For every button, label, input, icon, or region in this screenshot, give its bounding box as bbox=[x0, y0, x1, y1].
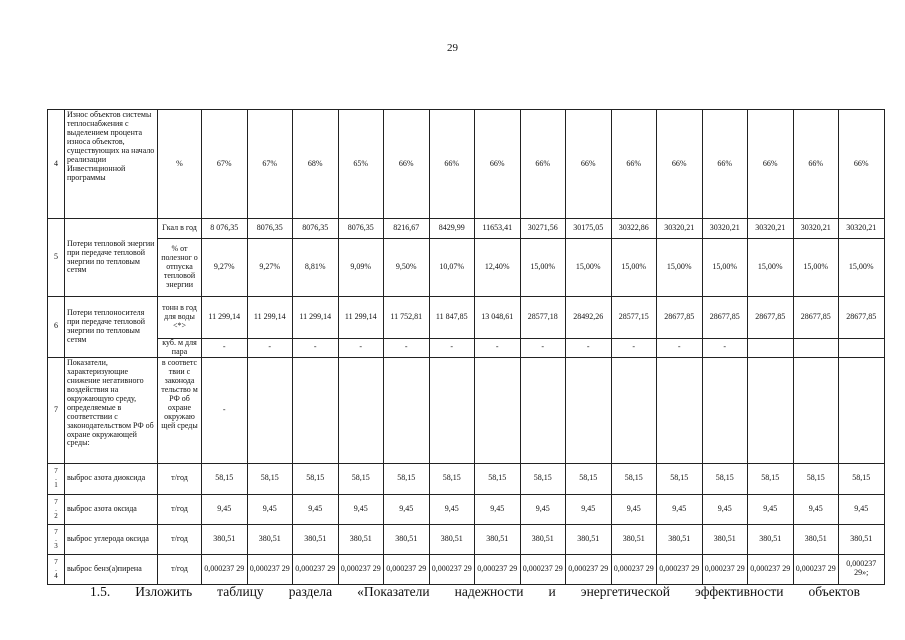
value-cell: 380,51 bbox=[384, 524, 430, 554]
indicators-table bbox=[47, 109, 885, 585]
value-cell: 9,27% bbox=[247, 239, 293, 297]
value-cell: - bbox=[611, 339, 657, 358]
value-cell: 0,000237 29 bbox=[202, 554, 248, 584]
value-cell: 8429,99 bbox=[429, 219, 475, 239]
value-cell bbox=[657, 357, 703, 463]
paragraph-word: энергетической bbox=[580, 584, 670, 599]
row-indicator-name: выброс углерода оксида bbox=[65, 524, 158, 554]
table-row bbox=[48, 219, 885, 239]
value-cell: 65% bbox=[338, 110, 384, 219]
paragraph-word: 1.5. bbox=[90, 584, 111, 599]
value-cell bbox=[839, 357, 885, 463]
value-cell: 66% bbox=[429, 110, 475, 219]
paragraph-word: объектов bbox=[808, 584, 860, 599]
row-number-part: 4 bbox=[54, 571, 58, 580]
value-cell: 8076,35 bbox=[293, 219, 339, 239]
value-cell: 9,45 bbox=[657, 494, 703, 524]
value-cell: 11 847,85 bbox=[429, 297, 475, 339]
value-cell: 9,45 bbox=[748, 494, 794, 524]
value-cell: 67% bbox=[247, 110, 293, 219]
value-cell: 0,000237 29 bbox=[657, 554, 703, 584]
value-cell: 12,40% bbox=[475, 239, 521, 297]
row-number-part: . bbox=[55, 474, 57, 483]
value-cell: 9,45 bbox=[384, 494, 430, 524]
value-cell bbox=[520, 357, 566, 463]
value-cell: 28677,85 bbox=[793, 297, 839, 339]
value-cell: 8076,35 bbox=[338, 219, 384, 239]
value-cell: 8076,35 bbox=[247, 219, 293, 239]
value-cell: 0,000237 29 bbox=[429, 554, 475, 584]
row-indicator-name: Износ объектов системы теплоснабжения с выделением процента износа объектов, существующих на начало реализации Инвестиционной программы bbox=[65, 110, 158, 219]
value-cell: 9,45 bbox=[702, 494, 748, 524]
value-cell bbox=[475, 357, 521, 463]
value-cell: 380,51 bbox=[793, 524, 839, 554]
value-cell: 67% bbox=[202, 110, 248, 219]
value-cell: - bbox=[657, 339, 703, 358]
value-cell bbox=[338, 357, 384, 463]
value-cell: 15,00% bbox=[702, 239, 748, 297]
row-indicator-name: Потери тепловой энергии при передаче тепловой энергии по тепловым сетям bbox=[65, 219, 158, 297]
value-cell: 15,00% bbox=[839, 239, 885, 297]
value-cell: 28577,15 bbox=[611, 297, 657, 339]
value-cell: 9,45 bbox=[293, 494, 339, 524]
value-cell: 30320,21 bbox=[839, 219, 885, 239]
value-cell: 380,51 bbox=[657, 524, 703, 554]
row-number: 6 bbox=[48, 297, 65, 358]
table-row bbox=[48, 239, 885, 297]
value-cell: 11 299,14 bbox=[202, 297, 248, 339]
value-cell: 68% bbox=[293, 110, 339, 219]
value-cell: 58,15 bbox=[748, 463, 794, 494]
value-cell: 58,15 bbox=[702, 463, 748, 494]
value-cell: - bbox=[202, 357, 248, 463]
paragraph-word: таблицу bbox=[217, 584, 264, 599]
paragraph-word: надежности bbox=[454, 584, 524, 599]
value-cell: - bbox=[202, 339, 248, 358]
value-cell: 380,51 bbox=[429, 524, 475, 554]
value-cell: 58,15 bbox=[429, 463, 475, 494]
value-cell: 9,27% bbox=[202, 239, 248, 297]
row-number bbox=[48, 554, 65, 584]
row-number: 7 bbox=[48, 357, 65, 463]
value-cell: 66% bbox=[748, 110, 794, 219]
value-cell: 380,51 bbox=[611, 524, 657, 554]
value-cell: 380,51 bbox=[338, 524, 384, 554]
value-cell: - bbox=[338, 339, 384, 358]
value-cell: 58,15 bbox=[338, 463, 384, 494]
value-cell: 380,51 bbox=[520, 524, 566, 554]
value-cell: 58,15 bbox=[384, 463, 430, 494]
value-cell bbox=[429, 357, 475, 463]
value-cell: 66% bbox=[475, 110, 521, 219]
value-cell: 9,45 bbox=[475, 494, 521, 524]
value-cell: 58,15 bbox=[520, 463, 566, 494]
value-cell: 8 076,35 bbox=[202, 219, 248, 239]
value-cell: 28677,85 bbox=[657, 297, 703, 339]
value-cell: - bbox=[566, 339, 612, 358]
row-unit: т/год bbox=[158, 554, 202, 584]
row-unit: % bbox=[158, 110, 202, 219]
value-cell: 30320,21 bbox=[793, 219, 839, 239]
value-cell bbox=[702, 357, 748, 463]
row-number-part: 7 bbox=[54, 557, 58, 566]
value-cell: 58,15 bbox=[566, 463, 612, 494]
value-cell: 58,15 bbox=[475, 463, 521, 494]
row-number bbox=[48, 494, 65, 524]
value-cell bbox=[293, 357, 339, 463]
value-cell bbox=[793, 339, 839, 358]
value-cell: 30320,21 bbox=[702, 219, 748, 239]
value-cell: 0,000237 29 bbox=[475, 554, 521, 584]
value-cell: 58,15 bbox=[247, 463, 293, 494]
value-cell: 15,00% bbox=[793, 239, 839, 297]
paragraph-word: и bbox=[548, 584, 556, 599]
paragraph-word: «Показатели bbox=[357, 584, 430, 599]
value-cell: 58,15 bbox=[657, 463, 703, 494]
value-cell: 30271,56 bbox=[520, 219, 566, 239]
value-cell: - bbox=[475, 339, 521, 358]
row-number-part: 7 bbox=[54, 467, 58, 476]
value-cell bbox=[247, 357, 293, 463]
row-unit: % от полезног о отпуска тепловой энергии bbox=[158, 239, 202, 297]
row-indicator-name: выброс азота диоксида bbox=[65, 463, 158, 494]
table-row bbox=[48, 357, 885, 463]
value-cell: 30320,21 bbox=[748, 219, 794, 239]
row-number: 4 bbox=[48, 110, 65, 219]
row-number-part: 2 bbox=[54, 511, 58, 520]
page-number: 29 bbox=[447, 42, 458, 54]
value-cell: - bbox=[702, 339, 748, 358]
table-row bbox=[48, 339, 885, 358]
value-cell: 30320,21 bbox=[657, 219, 703, 239]
paragraph-word: эффективности bbox=[695, 584, 784, 599]
value-cell: 0,000237 29 bbox=[793, 554, 839, 584]
row-unit: Гкал в год bbox=[158, 219, 202, 239]
value-cell: 0,000237 29 bbox=[520, 554, 566, 584]
value-cell: 11 299,14 bbox=[338, 297, 384, 339]
value-cell: 9,45 bbox=[202, 494, 248, 524]
value-cell: 0,000237 29 bbox=[338, 554, 384, 584]
value-cell: 11 752,81 bbox=[384, 297, 430, 339]
value-cell: 9,45 bbox=[247, 494, 293, 524]
row-indicator-name: Показатели, характеризующие снижение негативного воздействия на окружающую среду, определяемые в соответствии с законодательством РФ об охране окружающей среды: bbox=[65, 357, 158, 463]
value-cell: 9,09% bbox=[338, 239, 384, 297]
value-cell: 0,000237 29 bbox=[748, 554, 794, 584]
value-cell: - bbox=[429, 339, 475, 358]
value-cell: 9,50% bbox=[384, 239, 430, 297]
value-cell: 0,000237 29 bbox=[384, 554, 430, 584]
value-cell: 28577,18 bbox=[520, 297, 566, 339]
table-row bbox=[48, 297, 885, 339]
value-cell: 0,000237 29 bbox=[293, 554, 339, 584]
row-unit: куб. м для пара bbox=[158, 339, 202, 358]
value-cell: 28677,85 bbox=[839, 297, 885, 339]
value-cell: 58,15 bbox=[839, 463, 885, 494]
value-cell: - bbox=[520, 339, 566, 358]
table-row bbox=[48, 554, 885, 584]
value-cell: 15,00% bbox=[657, 239, 703, 297]
value-cell: 9,45 bbox=[566, 494, 612, 524]
row-number bbox=[48, 463, 65, 494]
value-cell: 380,51 bbox=[702, 524, 748, 554]
value-cell: 13 048,61 bbox=[475, 297, 521, 339]
value-cell: 28677,85 bbox=[748, 297, 794, 339]
row-indicator-name: выброс азота оксида bbox=[65, 494, 158, 524]
row-number-part: 7 bbox=[54, 497, 58, 506]
paragraph-word: раздела bbox=[288, 584, 333, 599]
value-cell: 28492,26 bbox=[566, 297, 612, 339]
paragraph-line bbox=[90, 584, 860, 600]
value-cell: 8,81% bbox=[293, 239, 339, 297]
value-cell: 0,000237 29»; bbox=[839, 554, 885, 584]
row-unit: тонн в год для воды <*> bbox=[158, 297, 202, 339]
value-cell: 9,45 bbox=[429, 494, 475, 524]
value-cell: 9,45 bbox=[839, 494, 885, 524]
table-row bbox=[48, 494, 885, 524]
value-cell: 15,00% bbox=[748, 239, 794, 297]
row-number-part: . bbox=[55, 504, 57, 513]
value-cell: 9,45 bbox=[793, 494, 839, 524]
value-cell: 58,15 bbox=[793, 463, 839, 494]
value-cell: 66% bbox=[839, 110, 885, 219]
value-cell: - bbox=[247, 339, 293, 358]
row-number-part: 1 bbox=[54, 481, 58, 490]
row-number-part: . bbox=[55, 534, 57, 543]
value-cell: 15,00% bbox=[566, 239, 612, 297]
row-indicator-name: Потери теплоносителя при передаче тепловой энергии по тепловым сетям bbox=[65, 297, 158, 358]
value-cell bbox=[748, 357, 794, 463]
value-cell: 11 299,14 bbox=[293, 297, 339, 339]
value-cell: 380,51 bbox=[839, 524, 885, 554]
value-cell: 380,51 bbox=[293, 524, 339, 554]
value-cell: 66% bbox=[702, 110, 748, 219]
value-cell: 0,000237 29 bbox=[611, 554, 657, 584]
row-number-part: . bbox=[55, 564, 57, 573]
value-cell: - bbox=[384, 339, 430, 358]
value-cell: 0,000237 29 bbox=[702, 554, 748, 584]
value-cell: 15,00% bbox=[520, 239, 566, 297]
value-cell: 66% bbox=[384, 110, 430, 219]
table-row bbox=[48, 463, 885, 494]
value-cell: 28677,85 bbox=[702, 297, 748, 339]
row-number bbox=[48, 524, 65, 554]
value-cell: 11653,41 bbox=[475, 219, 521, 239]
value-cell: 30322,86 bbox=[611, 219, 657, 239]
value-cell bbox=[748, 339, 794, 358]
value-cell: 380,51 bbox=[748, 524, 794, 554]
row-unit: в соответс твии с законода тельство м РФ об охране окружаю щей среды bbox=[158, 357, 202, 463]
value-cell bbox=[839, 339, 885, 358]
value-cell: 58,15 bbox=[611, 463, 657, 494]
value-cell bbox=[566, 357, 612, 463]
value-cell: 0,000237 29 bbox=[247, 554, 293, 584]
value-cell: 9,45 bbox=[520, 494, 566, 524]
row-indicator-name: выброс бенз(а)пирена bbox=[65, 554, 158, 584]
value-cell bbox=[384, 357, 430, 463]
value-cell bbox=[793, 357, 839, 463]
value-cell: 66% bbox=[793, 110, 839, 219]
value-cell: 66% bbox=[520, 110, 566, 219]
row-unit: т/год bbox=[158, 463, 202, 494]
row-unit: т/год bbox=[158, 524, 202, 554]
value-cell: 380,51 bbox=[475, 524, 521, 554]
value-cell bbox=[611, 357, 657, 463]
row-number-part: 7 bbox=[54, 527, 58, 536]
row-number-part: 3 bbox=[54, 541, 58, 550]
value-cell: 10,07% bbox=[429, 239, 475, 297]
row-unit: т/год bbox=[158, 494, 202, 524]
value-cell: 9,45 bbox=[611, 494, 657, 524]
value-cell: 66% bbox=[566, 110, 612, 219]
value-cell: 58,15 bbox=[293, 463, 339, 494]
value-cell: 380,51 bbox=[202, 524, 248, 554]
value-cell: 66% bbox=[611, 110, 657, 219]
value-cell: 380,51 bbox=[566, 524, 612, 554]
value-cell: 380,51 bbox=[247, 524, 293, 554]
value-cell: 30175,05 bbox=[566, 219, 612, 239]
value-cell: 11 299,14 bbox=[247, 297, 293, 339]
value-cell: - bbox=[293, 339, 339, 358]
value-cell: 15,00% bbox=[611, 239, 657, 297]
value-cell: 58,15 bbox=[202, 463, 248, 494]
value-cell: 66% bbox=[657, 110, 703, 219]
value-cell: 8216,67 bbox=[384, 219, 430, 239]
value-cell: 0,000237 29 bbox=[566, 554, 612, 584]
paragraph-word: Изложить bbox=[135, 584, 193, 599]
table-row bbox=[48, 110, 885, 219]
table-row bbox=[48, 524, 885, 554]
row-number: 5 bbox=[48, 219, 65, 297]
value-cell: 9,45 bbox=[338, 494, 384, 524]
